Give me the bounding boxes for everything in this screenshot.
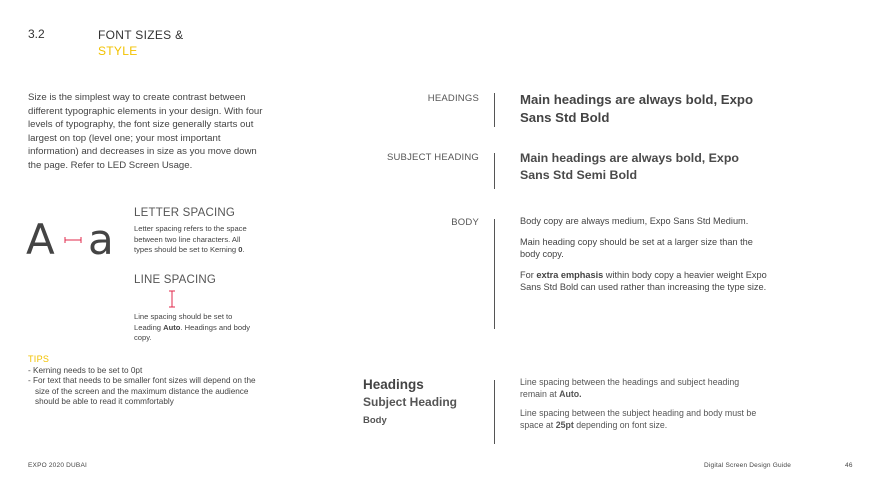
section-number: 3.2 xyxy=(28,27,45,41)
body-label: BODY xyxy=(451,217,479,228)
intro-paragraph: Size is the simplest way to create contrast between different typographic elements in your design. With four levels of typography, the font size generally starts out largest on top (level one; your most important information) and decreases in size as you move down the page. Refer to LED Screen Usage. xyxy=(28,92,263,171)
line-spacing-heading: LINE SPACING xyxy=(134,274,217,286)
section-title-line2: STYLE xyxy=(98,44,138,58)
body-paragraph: Body copy are always medium, Expo Sans Std Medium. xyxy=(520,216,749,226)
sample-note: Line spacing between the subject heading and body must be space at 25pt depending on font size. xyxy=(520,408,757,430)
tips-item: - For text that needs to be smaller font sizes will depend on the size of the screen and the maximum distance the audience should be able to read it commfortably xyxy=(28,376,256,407)
body-example xyxy=(520,215,770,302)
sample-notes xyxy=(520,377,765,439)
subject-heading-label: SUBJECT HEADING xyxy=(386,152,479,163)
footer-guide-title: Digital Screen Design Guide xyxy=(704,462,792,469)
letter-demo-right: a xyxy=(88,215,114,264)
page-number: 46 xyxy=(845,462,853,469)
line-spacing-marker-icon xyxy=(168,290,176,308)
letter-demo-left: A xyxy=(26,215,55,264)
headings-divider xyxy=(494,93,495,127)
sample-heading: Headings xyxy=(363,377,424,392)
sample-divider xyxy=(494,380,495,444)
kerning-marker-icon xyxy=(64,236,82,244)
headings-label: HEADINGS xyxy=(427,93,479,104)
sample-note: Line spacing between the headings and subject heading remain at Auto. xyxy=(520,377,740,399)
sample-body: Body xyxy=(363,415,387,426)
sample-subject-heading: Subject Heading xyxy=(363,395,458,409)
section-title xyxy=(98,27,183,59)
body-divider xyxy=(494,219,495,329)
section-title-line1: FONT SIZES & xyxy=(98,28,184,42)
body-paragraph: Main heading copy should be set at a larger size than the body copy. xyxy=(520,237,753,259)
body-paragraph: For extra emphasis within body copy a heavier weight Expo Sans Std Bold can used rather than increasing the type size. xyxy=(520,270,767,292)
tips-list xyxy=(28,366,258,408)
subject-heading-example: Main headings are always bold, Expo Sans Std Semi Bold xyxy=(520,151,739,182)
tips-heading: TIPS xyxy=(28,354,50,364)
letter-spacing-text: Letter spacing refers to the space between two line characters. All types should be set to Kerning 0. xyxy=(134,224,247,254)
letter-spacing-heading: LETTER SPACING xyxy=(134,207,235,219)
line-spacing-text: Line spacing should be set to Leading Auto. Headings and body copy. xyxy=(134,312,251,342)
subject-heading-divider xyxy=(494,153,495,189)
tips-item: - Kerning needs to be set to 0pt xyxy=(28,366,143,375)
headings-example: Main headings are always bold, Expo Sans Std Bold xyxy=(520,92,754,125)
footer-brand: EXPO 2020 DUBAI xyxy=(28,462,87,469)
